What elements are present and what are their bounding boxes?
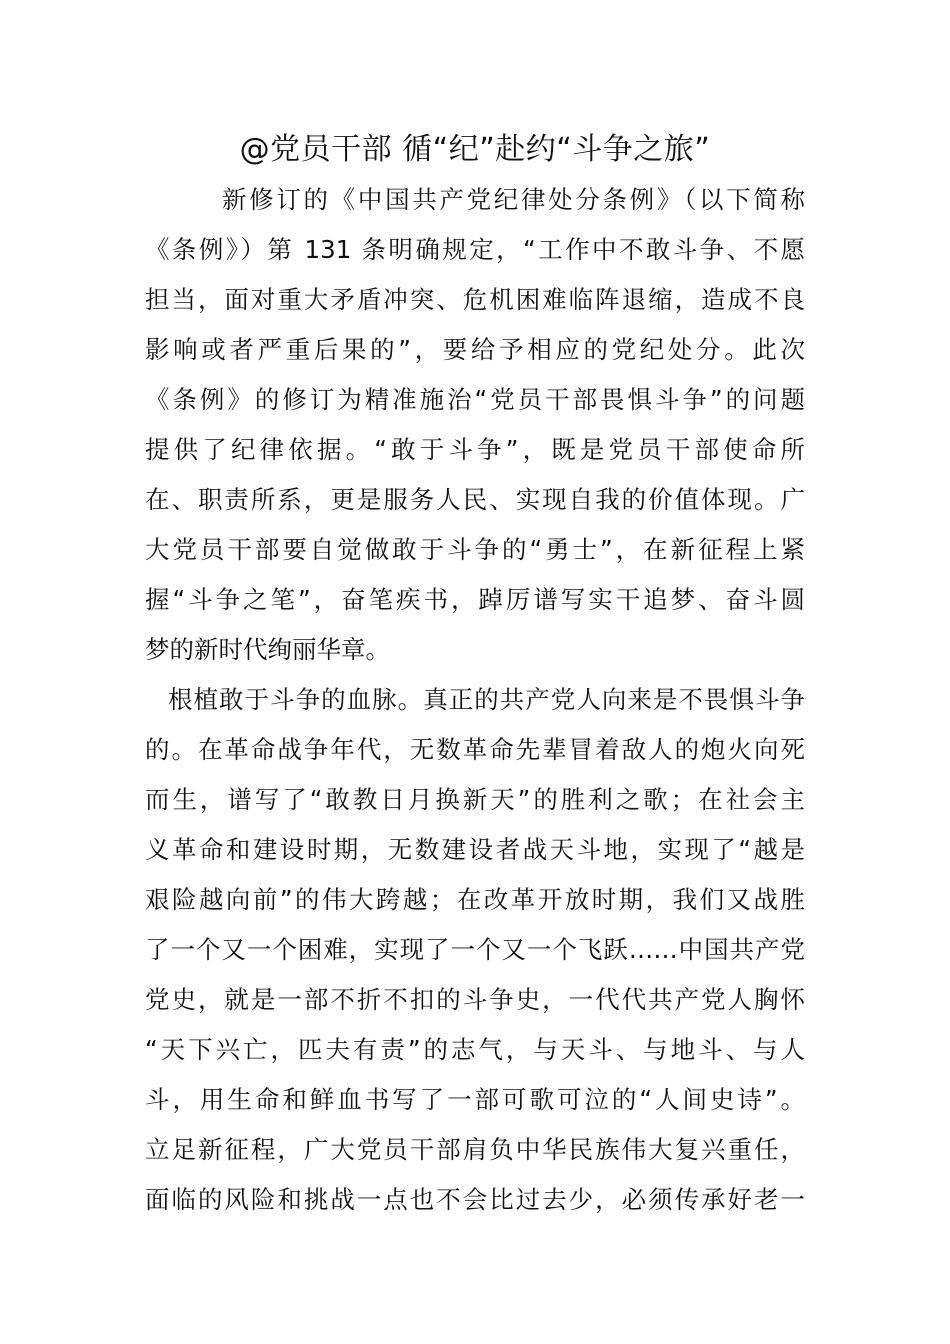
paragraph-1-line-9: 握“斗争之笔”，奋笔疾书，踔厉谱写实干追梦、奋斗圆 bbox=[145, 585, 805, 614]
paragraph-1-line-10: 梦的新时代绚丽华章。 bbox=[145, 635, 390, 664]
paragraph-2-line-5: 艰险越向前”的伟大跨越；在改革开放时期，我们又战胜 bbox=[145, 885, 805, 914]
paragraph-2-line-7: 党史，就是一部不折不扣的斗争史，一代代共产党人胸怀 bbox=[145, 985, 805, 1014]
paragraph-2-line-9: 斗，用生命和鲜血书写了一部可歌可泣的“人间史诗”。 bbox=[145, 1085, 805, 1114]
paragraph-1-line-3: 担当，面对重大矛盾冲突、危机困难临阵退缩，造成不良 bbox=[145, 285, 805, 314]
paragraph-2-line-10: 立足新征程，广大党员干部肩负中华民族伟大复兴重任， bbox=[145, 1135, 805, 1164]
paragraph-1-line-7: 在、职责所系，更是服务人民、实现自我的价值体现。广 bbox=[145, 485, 805, 514]
paragraph-1-line-2: 《条例》）第 131 条明确规定，“工作中不敢斗争、不愿 bbox=[145, 235, 805, 264]
paragraph-1-line-4: 影响或者严重后果的”，要给予相应的党纪处分。此次 bbox=[145, 335, 805, 364]
paragraph-2-line-2: 的。在革命战争年代，无数革命先辈冒着敌人的炮火向死 bbox=[145, 735, 805, 764]
paragraph-2-line-4: 义革命和建设时期，无数建设者战天斗地，实现了“越是 bbox=[145, 835, 805, 864]
paragraph-2-line-1: 根植敢于斗争的血脉。真正的共产党人向来是不畏惧斗争 bbox=[168, 685, 805, 714]
paragraph-1-line-5: 《条例》的修订为精准施治“党员干部畏惧斗争”的问题 bbox=[145, 385, 805, 414]
paragraph-2-line-3: 而生，谱写了“敢教日月换新天”的胜利之歌；在社会主 bbox=[145, 785, 805, 814]
document-title: @党员干部 循“纪”赴约“斗争之旅” bbox=[239, 132, 711, 167]
paragraph-1-line-1: 新修订的《中国共产党纪律处分条例》（以下简称 bbox=[222, 185, 805, 214]
paragraph-2-line-11: 面临的风险和挑战一点也不会比过去少，必须传承好老一 bbox=[145, 1185, 805, 1214]
paragraph-1-line-8: 大党员干部要自觉做敢于斗争的“勇士”，在新征程上紧 bbox=[145, 535, 805, 564]
paragraph-1-line-6: 提供了纪律依据。“敢于斗争”，既是党员干部使命所 bbox=[145, 435, 805, 464]
paragraph-2-line-8: “天下兴亡，匹夫有责”的志气，与天斗、与地斗、与人 bbox=[145, 1035, 805, 1064]
paragraph-2-line-6: 了一个又一个困难，实现了一个又一个飞跃……中国共产党 bbox=[145, 935, 805, 964]
